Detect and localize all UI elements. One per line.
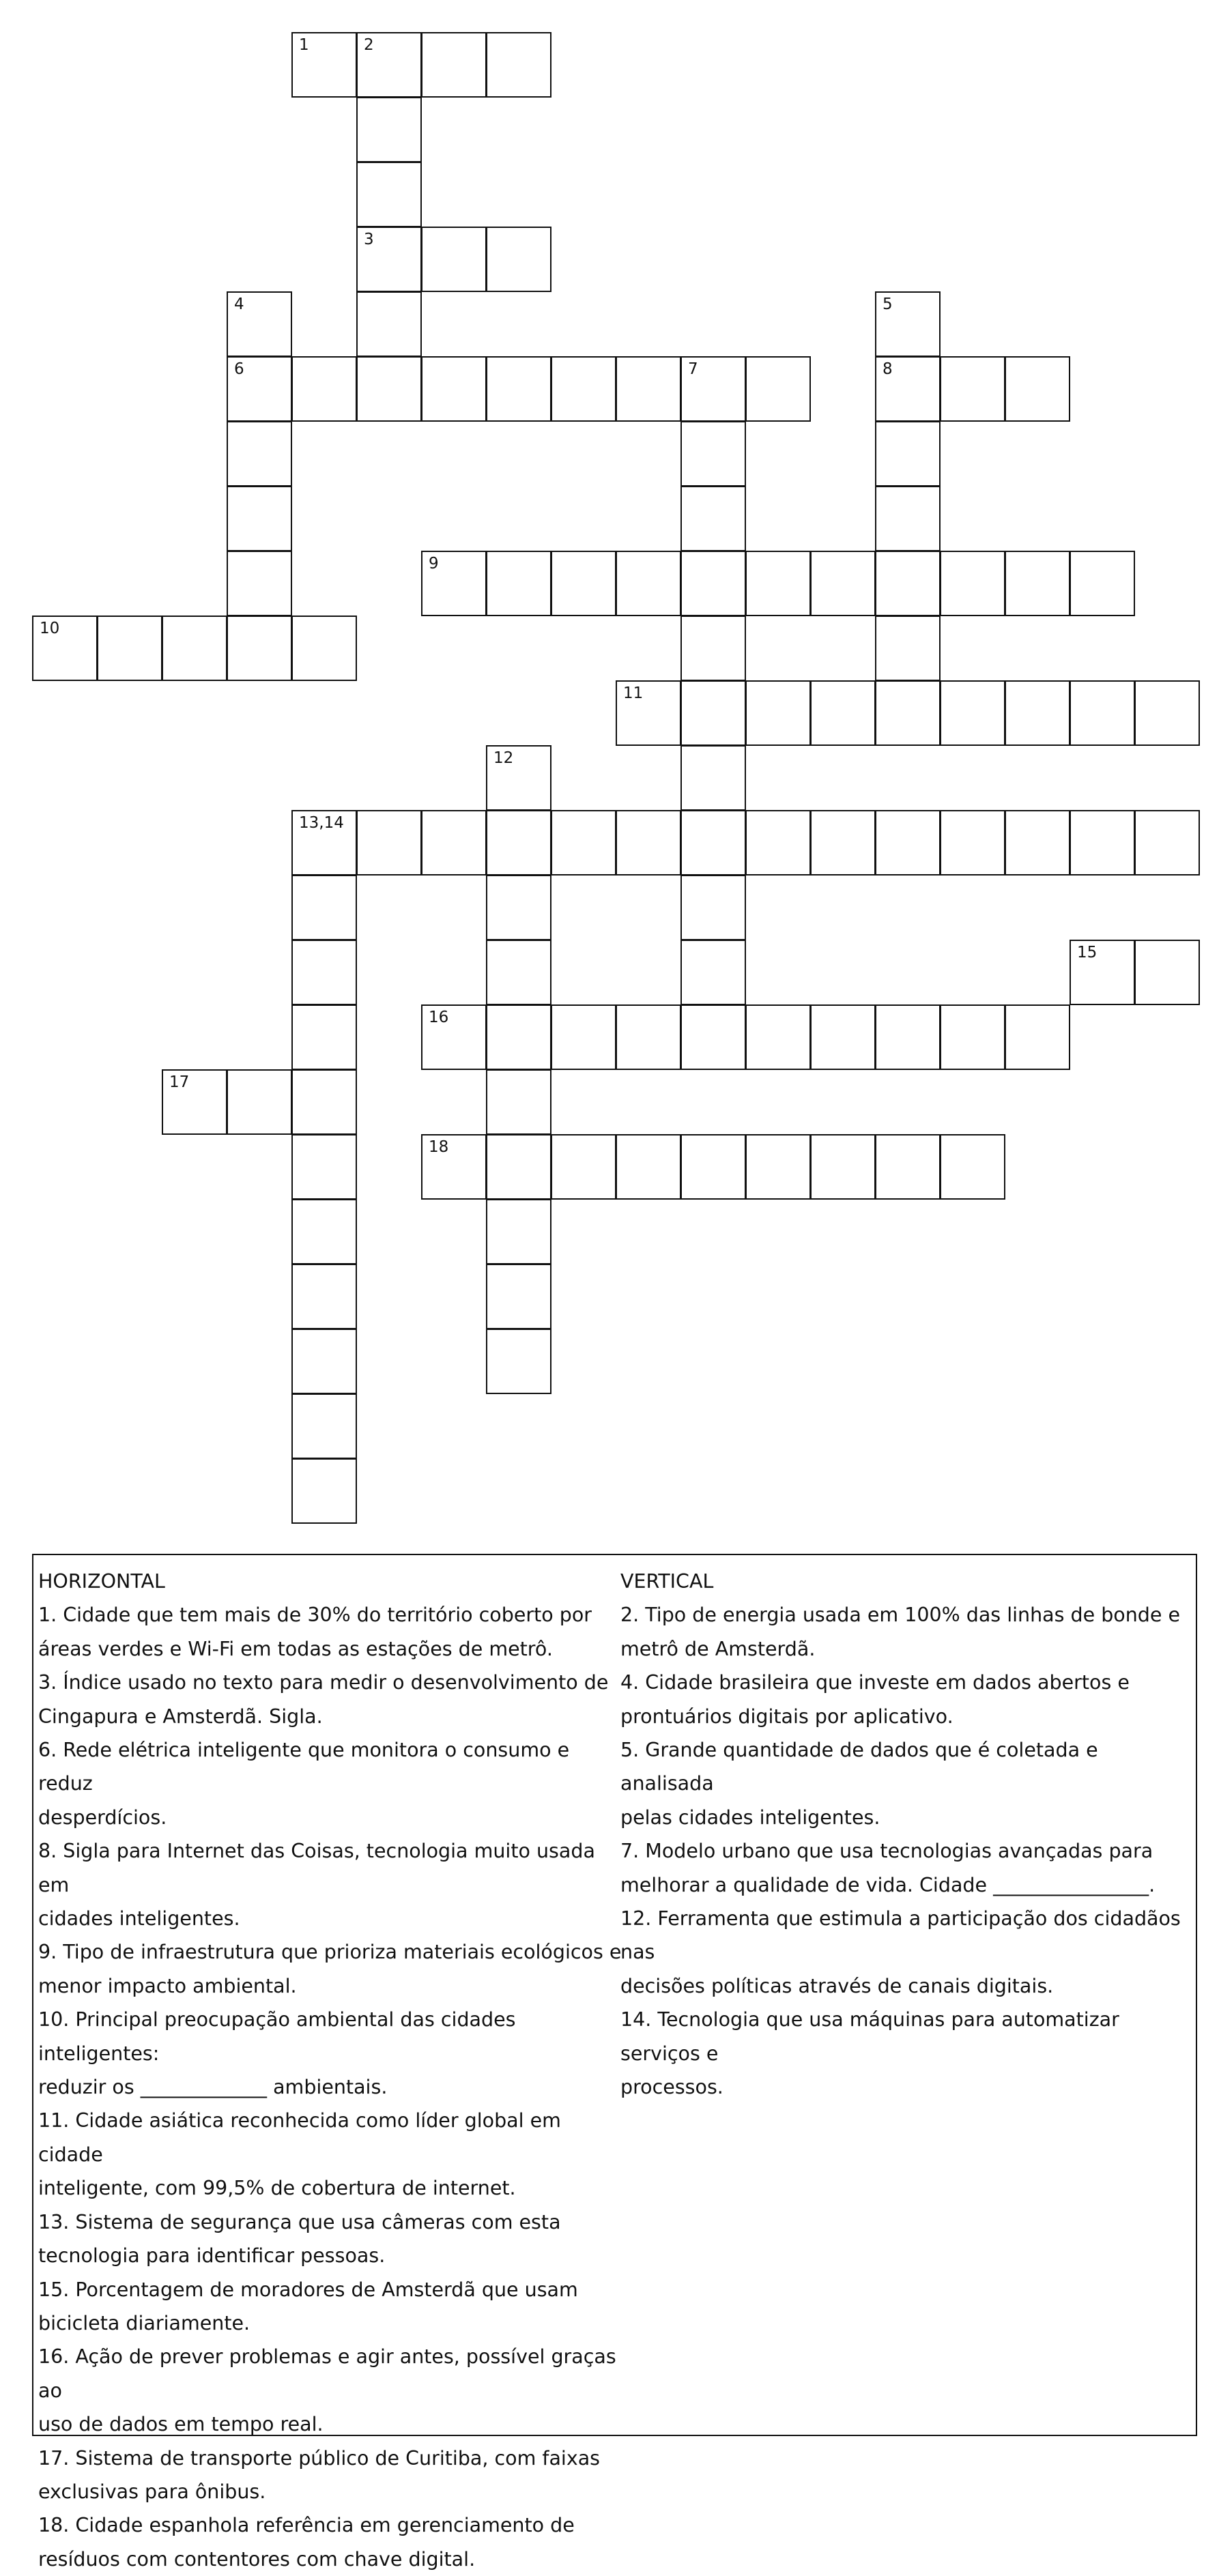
grid-cell[interactable] bbox=[291, 32, 357, 98]
clue-number: 13,14 bbox=[299, 814, 344, 832]
grid-cell[interactable] bbox=[940, 1134, 1005, 1200]
clue-number: 5 bbox=[883, 295, 893, 313]
vertical-heading: VERTICAL bbox=[620, 1570, 714, 1593]
grid-cell[interactable] bbox=[421, 227, 487, 292]
clue-number: 17 bbox=[169, 1073, 190, 1091]
grid-cell[interactable] bbox=[291, 1329, 357, 1394]
clue-number: 18 bbox=[429, 1138, 449, 1156]
grid-cell[interactable] bbox=[810, 680, 876, 746]
grid-cell[interactable] bbox=[1005, 680, 1070, 746]
grid-cell[interactable] bbox=[227, 356, 292, 422]
grid-cell[interactable] bbox=[291, 1393, 357, 1459]
grid-cell[interactable] bbox=[616, 551, 681, 616]
horizontal-clue-line: reduzir os _____________ ambientais. bbox=[38, 2076, 388, 2099]
grid-cell[interactable] bbox=[32, 616, 98, 681]
grid-cell[interactable] bbox=[1005, 810, 1070, 875]
horizontal-clue-line: 8. Sigla para Internet das Coisas, tecnologia muito usada em bbox=[38, 1840, 595, 1896]
grid-cell[interactable] bbox=[486, 810, 551, 875]
horizontal-clue-line: 16. Ação de prever problemas e agir antes, possível graças ao bbox=[38, 2345, 616, 2402]
horizontal-clue-line: cidades inteligentes. bbox=[38, 1907, 240, 1930]
grid-cell[interactable] bbox=[875, 680, 941, 746]
grid-cell[interactable] bbox=[1005, 551, 1070, 616]
horizontal-clue-line: 15. Porcentagem de moradores de Amsterdã que usam bbox=[38, 2278, 578, 2301]
grid-cell[interactable] bbox=[940, 356, 1005, 422]
clues-box bbox=[32, 1554, 1197, 2571]
vertical-clues-column bbox=[620, 1565, 1194, 2104]
grid-cell[interactable] bbox=[680, 940, 746, 1005]
horizontal-clue-line: 10. Principal preocupação ambiental das cidades inteligentes: bbox=[38, 2008, 516, 2065]
grid-cell[interactable] bbox=[356, 97, 422, 162]
grid-cell[interactable] bbox=[875, 551, 941, 616]
grid-cell[interactable] bbox=[745, 680, 811, 746]
vertical-clue-line: 5. Grande quantidade de dados que é coletada e analisada bbox=[620, 1739, 1098, 1795]
grid-cell[interactable] bbox=[745, 551, 811, 616]
vertical-clue-line: prontuários digitais por aplicativo. bbox=[620, 1705, 953, 1728]
grid-cell[interactable] bbox=[421, 1004, 487, 1070]
grid-cell[interactable] bbox=[940, 551, 1005, 616]
grid-cell[interactable] bbox=[227, 616, 292, 681]
vertical-clue-line: pelas cidades inteligentes. bbox=[620, 1806, 880, 1829]
grid-cell[interactable] bbox=[162, 1069, 227, 1135]
grid-cell[interactable] bbox=[616, 810, 681, 875]
horizontal-clue-line: bicicleta diariamente. bbox=[38, 2311, 250, 2334]
vertical-clue-line: processos. bbox=[620, 2076, 723, 2099]
grid-cell[interactable] bbox=[1005, 356, 1070, 422]
grid-cell[interactable] bbox=[227, 291, 292, 357]
grid-cell[interactable] bbox=[810, 551, 876, 616]
grid-cell[interactable] bbox=[421, 32, 487, 98]
grid-cell[interactable] bbox=[810, 810, 876, 875]
horizontal-clue-line: 11. Cidade asiática reconhecida como líder global em cidade bbox=[38, 2109, 561, 2166]
grid-cell[interactable] bbox=[486, 1264, 551, 1329]
grid-cell[interactable] bbox=[875, 1004, 941, 1070]
grid-cell[interactable] bbox=[227, 486, 292, 551]
grid-cell[interactable] bbox=[291, 940, 357, 1005]
grid-cell[interactable] bbox=[551, 810, 616, 875]
grid-cell[interactable] bbox=[356, 810, 422, 875]
grid-cell[interactable] bbox=[356, 162, 422, 227]
grid-cell[interactable] bbox=[616, 1134, 681, 1200]
grid-cell[interactable] bbox=[291, 1458, 357, 1524]
grid-cell[interactable] bbox=[356, 356, 422, 422]
horizontal-clues-column bbox=[38, 1565, 625, 2576]
clue-number: 16 bbox=[429, 1009, 449, 1026]
clue-number: 11 bbox=[623, 684, 644, 702]
horizontal-clue-line: 13. Sistema de segurança que usa câmeras com esta bbox=[38, 2210, 561, 2233]
horizontal-clue-line: 17. Sistema de transporte público de Curitiba, com faixas bbox=[38, 2446, 601, 2470]
clue-number: 10 bbox=[40, 620, 60, 637]
grid-cell[interactable] bbox=[486, 1134, 551, 1200]
grid-cell[interactable] bbox=[551, 356, 616, 422]
clue-number: 1 bbox=[299, 36, 309, 54]
grid-cell[interactable] bbox=[810, 1134, 876, 1200]
clue-number: 7 bbox=[688, 360, 698, 378]
grid-cell[interactable] bbox=[875, 616, 941, 681]
horizontal-clue-line: 3. Índice usado no texto para medir o desenvolvimento de bbox=[38, 1671, 609, 1694]
grid-cell[interactable] bbox=[486, 356, 551, 422]
grid-cell[interactable] bbox=[680, 745, 746, 811]
grid-cell[interactable] bbox=[810, 1004, 876, 1070]
clue-number: 9 bbox=[429, 555, 439, 573]
grid-cell[interactable] bbox=[486, 227, 551, 292]
grid-cell[interactable] bbox=[551, 1004, 616, 1070]
grid-cell[interactable] bbox=[875, 486, 941, 551]
grid-cell[interactable] bbox=[486, 1004, 551, 1070]
horizontal-clue-line: uso de dados em tempo real. bbox=[38, 2413, 324, 2436]
vertical-clue-line: 4. Cidade brasileira que investe em dados abertos e bbox=[620, 1671, 1130, 1694]
grid-cell[interactable] bbox=[616, 680, 681, 746]
grid-cell[interactable] bbox=[227, 1069, 292, 1135]
clue-number: 8 bbox=[883, 360, 893, 378]
grid-cell[interactable] bbox=[486, 875, 551, 940]
horizontal-clue-line: áreas verdes e Wi-Fi em todas as estações de metrô. bbox=[38, 1637, 553, 1660]
grid-cell[interactable] bbox=[551, 1134, 616, 1200]
grid-cell[interactable] bbox=[486, 1199, 551, 1264]
grid-cell[interactable] bbox=[680, 810, 746, 875]
grid-cell[interactable] bbox=[486, 1069, 551, 1135]
horizontal-clue-line: resíduos com contentores com chave digital. bbox=[38, 2547, 476, 2571]
vertical-clue-line: 14. Tecnologia que usa máquinas para automatizar serviços e bbox=[620, 2008, 1119, 2065]
grid-cell[interactable] bbox=[291, 1264, 357, 1329]
vertical-clue-line: decisões políticas através de canais digitais. bbox=[620, 1974, 1054, 1997]
grid-cell[interactable] bbox=[1070, 680, 1135, 746]
grid-cell[interactable] bbox=[1070, 810, 1135, 875]
horizontal-clue-line: desperdícios. bbox=[38, 1806, 167, 1829]
grid-cell[interactable] bbox=[940, 680, 1005, 746]
grid-cell[interactable] bbox=[745, 810, 811, 875]
grid-cell[interactable] bbox=[486, 1329, 551, 1394]
grid-cell[interactable] bbox=[875, 421, 941, 487]
grid-cell[interactable] bbox=[616, 1004, 681, 1070]
clue-number: 4 bbox=[234, 295, 244, 313]
vertical-clue-line: 12. Ferramenta que estimula a participação dos cidadãos nas bbox=[620, 1907, 1181, 1964]
grid-cell[interactable] bbox=[1070, 940, 1135, 1005]
horizontal-heading: HORIZONTAL bbox=[38, 1570, 165, 1593]
grid-cell[interactable] bbox=[356, 291, 422, 357]
horizontal-clue-line: 18. Cidade espanhola referência em gerenciamento de bbox=[38, 2514, 575, 2537]
grid-cell[interactable] bbox=[745, 1004, 811, 1070]
grid-cell[interactable] bbox=[680, 421, 746, 487]
grid-cell[interactable] bbox=[421, 1134, 487, 1200]
grid-cell[interactable] bbox=[162, 616, 227, 681]
grid-cell[interactable] bbox=[551, 551, 616, 616]
grid-cell[interactable] bbox=[1134, 810, 1200, 875]
grid-cell[interactable] bbox=[875, 1134, 941, 1200]
horizontal-clue-line: tecnologia para identificar pessoas. bbox=[38, 2244, 386, 2268]
clue-number: 12 bbox=[493, 749, 514, 767]
grid-cell[interactable] bbox=[356, 32, 422, 98]
grid-cell[interactable] bbox=[875, 291, 941, 357]
grid-cell[interactable] bbox=[680, 1004, 746, 1070]
grid-cell[interactable] bbox=[421, 551, 487, 616]
grid-cell[interactable] bbox=[291, 1134, 357, 1200]
grid-cell[interactable] bbox=[1134, 940, 1200, 1005]
grid-cell[interactable] bbox=[421, 810, 487, 875]
clue-number: 15 bbox=[1077, 944, 1098, 961]
grid-cell[interactable] bbox=[680, 486, 746, 551]
grid-cell[interactable] bbox=[486, 32, 551, 98]
grid-cell[interactable] bbox=[291, 1069, 357, 1135]
horizontal-clue-line: 1. Cidade que tem mais de 30% do território coberto por bbox=[38, 1604, 592, 1627]
vertical-clue-line: 7. Modelo urbano que usa tecnologias avançadas para bbox=[620, 1840, 1153, 1863]
horizontal-clue-line: inteligente, com 99,5% de cobertura de internet. bbox=[38, 2177, 516, 2200]
clue-number: 2 bbox=[364, 36, 374, 54]
vertical-clue-line: 2. Tipo de energia usada em 100% das linhas de bonde e bbox=[620, 1604, 1181, 1627]
grid-cell[interactable] bbox=[1070, 551, 1135, 616]
horizontal-clue-line: exclusivas para ônibus. bbox=[38, 2480, 266, 2503]
grid-cell[interactable] bbox=[227, 551, 292, 616]
vertical-clue-line: melhorar a qualidade de vida. Cidade ________________. bbox=[620, 1873, 1156, 1896]
grid-cell[interactable] bbox=[680, 616, 746, 681]
grid-cell[interactable] bbox=[486, 745, 551, 811]
horizontal-clue-line: Cingapura e Amsterdã. Sigla. bbox=[38, 1705, 323, 1728]
grid-cell[interactable] bbox=[680, 356, 746, 422]
grid-cell[interactable] bbox=[291, 875, 357, 940]
grid-cell[interactable] bbox=[291, 616, 357, 681]
grid-cell[interactable] bbox=[291, 1199, 357, 1264]
grid-cell[interactable] bbox=[291, 810, 357, 875]
grid-cell[interactable] bbox=[97, 616, 162, 681]
clue-number: 6 bbox=[234, 360, 244, 378]
horizontal-clue-line: 6. Rede elétrica inteligente que monitora o consumo e reduz bbox=[38, 1739, 570, 1795]
grid-cell[interactable] bbox=[486, 940, 551, 1005]
grid-cell[interactable] bbox=[875, 356, 941, 422]
grid-cell[interactable] bbox=[680, 551, 746, 616]
grid-cell[interactable] bbox=[486, 551, 551, 616]
grid-cell[interactable] bbox=[421, 356, 487, 422]
grid-cell[interactable] bbox=[680, 680, 746, 746]
grid-cell[interactable] bbox=[616, 356, 681, 422]
grid-cell[interactable] bbox=[680, 1134, 746, 1200]
grid-cell[interactable] bbox=[745, 356, 811, 422]
grid-cell[interactable] bbox=[1005, 1004, 1070, 1070]
grid-cell[interactable] bbox=[940, 810, 1005, 875]
grid-cell[interactable] bbox=[745, 1134, 811, 1200]
clue-number: 3 bbox=[364, 231, 374, 248]
horizontal-clue-line: menor impacto ambiental. bbox=[38, 1974, 297, 1997]
grid-cell[interactable] bbox=[875, 810, 941, 875]
vertical-clue-line: metrô de Amsterdã. bbox=[620, 1637, 816, 1660]
horizontal-clue-line: 9. Tipo de infraestrutura que prioriza materiais ecológicos e bbox=[38, 1941, 622, 1964]
grid-cell[interactable] bbox=[680, 875, 746, 940]
grid-cell[interactable] bbox=[1134, 680, 1200, 746]
grid-cell[interactable] bbox=[356, 227, 422, 292]
grid-cell[interactable] bbox=[291, 1004, 357, 1070]
grid-cell[interactable] bbox=[227, 421, 292, 487]
grid-cell[interactable] bbox=[291, 356, 357, 422]
grid-cell[interactable] bbox=[940, 1004, 1005, 1070]
